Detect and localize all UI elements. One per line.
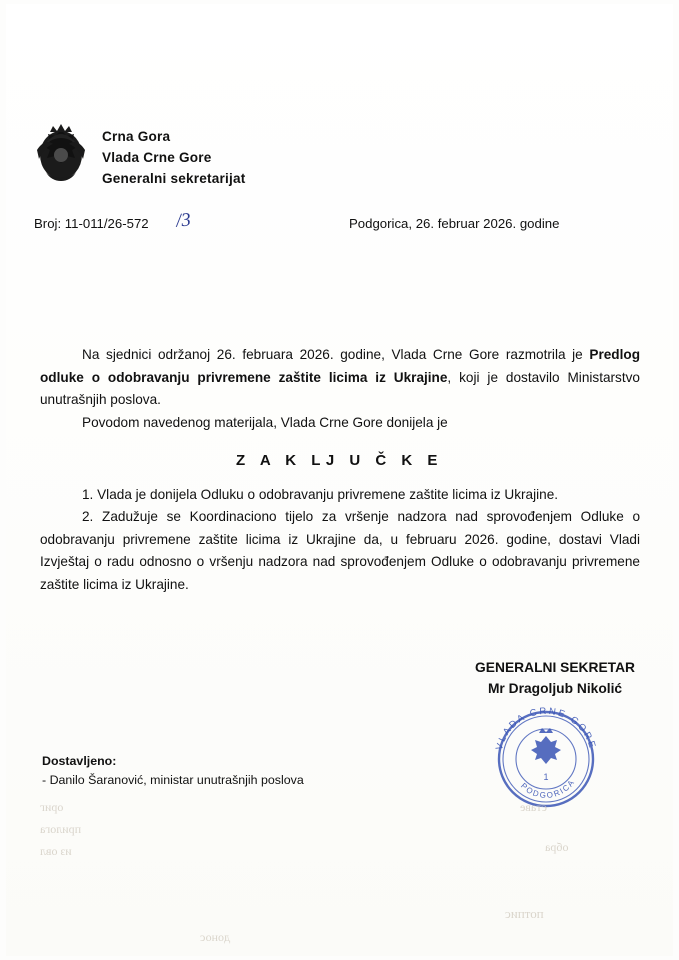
conclusion-item-2: 2. Zadužuje se Koordinaciono tijelo za vršenje nadzora nad sprovođenjem Odluke o odobravanju privremene zaštite licima iz Ukrajine da, u februaru 2026. godine, dostavi Vladi Izvještaj o radu odnosno o vršenju nadzora nad sprovođenjem Odluke o odobravanju privremene zaštite licima iz Ukrajine.: [40, 509, 640, 592]
intro-text-part2: , koji je dostavilo Ministarstvo unutrašnjih poslova.: [40, 369, 640, 407]
conclusion-items: [40, 484, 640, 596]
signature-block: [475, 657, 635, 699]
intro-paragraphs: [40, 344, 640, 434]
intro-paragraph-1: [40, 344, 640, 412]
bleed-text-2: прилога: [40, 822, 82, 836]
bleed-text-7: донос: [200, 930, 231, 944]
organization-lines: [102, 122, 245, 189]
signature-title: GENERALNI SEKRETAR: [475, 660, 635, 675]
bleed-text-4: ставе: [520, 800, 547, 814]
svg-text:1: 1: [543, 772, 549, 782]
svg-text:PODGORICA: PODGORICA: [518, 777, 577, 801]
reference-number: Broj: 11-011/26-572: [34, 216, 149, 231]
intro-text-part1: Na sjednici održanoj 26. februara 2026. godine, Vlada Crne Gore razmotrila je: [82, 347, 590, 362]
intro-paragraph-2: Povodom navedenog materijala, Vlada Crne Gore donijela je: [82, 414, 448, 430]
place-and-date: Podgorica, 26. februar 2026. godine: [349, 216, 560, 231]
bleed-text-5: обра: [545, 840, 569, 854]
bleed-text-1: ориг: [40, 800, 64, 814]
distribution-recipient: - Danilo Šaranović, ministar unutrašnjih poslova: [42, 773, 304, 787]
document-header: [34, 122, 245, 189]
signature-name: Mr Dragoljub Nikolić: [487, 681, 623, 696]
bleed-text-6: потпис: [505, 906, 544, 921]
svg-text:VLADA CRNE GORE: VLADA CRNE GORE: [493, 705, 599, 752]
montenegro-coat-of-arms-icon: [34, 122, 88, 184]
bleed-text-3: из овл: [40, 844, 72, 858]
conclusion-item-1: 1. Vlada je donijela Odluku o odobravanju privremene zaštite licima iz Ukrajine.: [82, 487, 559, 502]
handwritten-mark: /3: [174, 209, 192, 232]
org-line-government: Vlada Crne Gore: [102, 150, 212, 165]
org-line-department: Generalni sekretarijat: [102, 171, 246, 186]
intro-proposal-title: Predlog odluke o odobravanju privremene zaštite licima iz Ukrajine: [40, 347, 640, 385]
distribution-block: [42, 752, 304, 790]
distribution-label: Dostavljeno:: [42, 754, 117, 768]
section-title: Z A K LJ U Č K E: [236, 452, 443, 469]
org-line-country: Crna Gora: [102, 129, 171, 144]
